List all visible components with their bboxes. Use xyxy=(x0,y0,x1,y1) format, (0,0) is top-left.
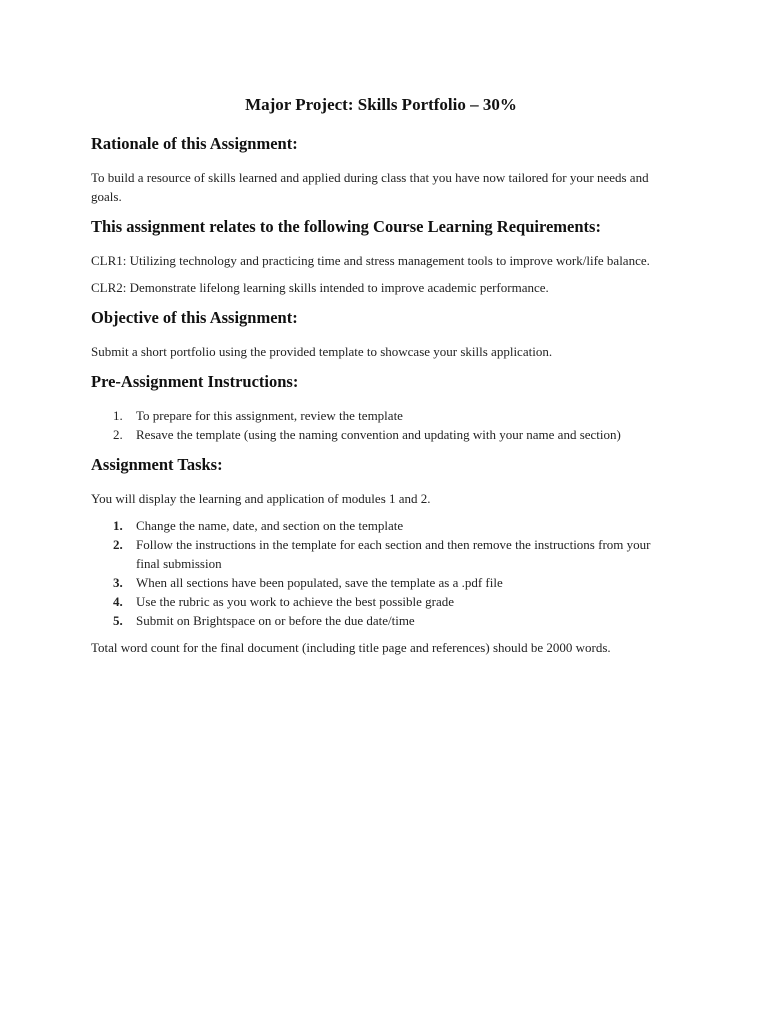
objective-heading: Objective of this Assignment: xyxy=(91,308,298,327)
page-title: Major Project: Skills Portfolio – 30% xyxy=(245,95,517,114)
pre-instructions-heading: Pre-Assignment Instructions: xyxy=(91,372,299,391)
list-item-text: To prepare for this assignment, review the template xyxy=(136,408,403,423)
objective-section xyxy=(91,307,671,361)
tasks-heading: Assignment Tasks: xyxy=(91,455,223,474)
document-content xyxy=(91,94,671,667)
list-item xyxy=(91,535,671,573)
list-item-number: 1. xyxy=(113,518,123,533)
list-item-number: 2. xyxy=(113,427,123,442)
list-item-text: Submit on Brightspace on or before the due date/time xyxy=(136,613,415,628)
list-item-text: Resave the template (using the naming convention and updating with your name and section) xyxy=(136,427,621,442)
tasks-list xyxy=(91,516,671,630)
tasks-section xyxy=(91,454,671,657)
list-item-number: 2. xyxy=(113,537,123,552)
list-item xyxy=(91,592,671,611)
list-item-number: 5. xyxy=(113,613,123,628)
rationale-text: To build a resource of skills learned and applied during class that you have now tailored for your needs and goals. xyxy=(91,170,649,204)
list-item-text: Change the name, date, and section on the template xyxy=(136,518,404,533)
list-item-number: 4. xyxy=(113,594,123,609)
list-item-text: When all sections have been populated, save the template as a .pdf file xyxy=(136,575,503,590)
list-item xyxy=(91,425,671,444)
clr-heading: This assignment relates to the following Course Learning Requirements: xyxy=(91,217,601,236)
list-item xyxy=(91,406,671,425)
pre-instructions-list xyxy=(91,406,671,444)
list-item-text: Use the rubric as you work to achieve the best possible grade xyxy=(136,594,455,609)
word-count-text: Total word count for the final document (including title page and references) should be 2000 words. xyxy=(91,640,611,655)
rationale-heading: Rationale of this Assignment: xyxy=(91,134,298,153)
list-item-text: Follow the instructions in the template for each section and then remove the instructions from your final submission xyxy=(136,537,651,571)
list-item-number: 3. xyxy=(113,575,123,590)
rationale-section xyxy=(91,133,671,206)
clr-item-1: CLR1: Utilizing technology and practicing time and stress management tools to improve work/life balance. xyxy=(91,253,650,268)
list-item xyxy=(91,573,671,592)
objective-text: Submit a short portfolio using the provided template to showcase your skills application. xyxy=(91,344,553,359)
pre-instructions-section xyxy=(91,371,671,444)
list-item xyxy=(91,516,671,535)
clr-section xyxy=(91,216,671,297)
clr-item-2: CLR2: Demonstrate lifelong learning skills intended to improve academic performance. xyxy=(91,280,549,295)
tasks-intro: You will display the learning and application of modules 1 and 2. xyxy=(91,491,431,506)
list-item xyxy=(91,611,671,630)
list-item-number: 1. xyxy=(113,408,123,423)
